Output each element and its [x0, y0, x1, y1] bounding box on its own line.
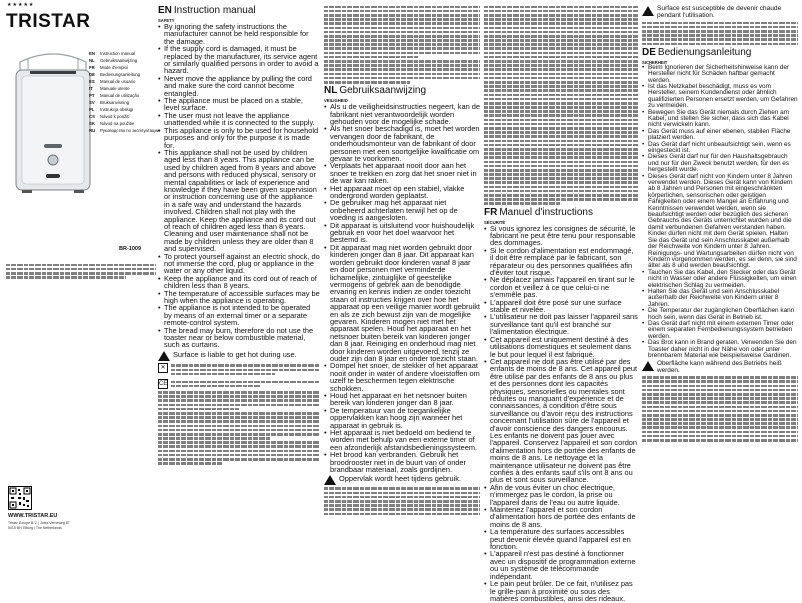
safety-item: • Si le cordon d'alimentation est endommagé, il doit être remplacé par le fabricant, son réparateur ou des personnes qualifiées afin d'éviter tout risque. [484, 247, 638, 277]
column-fr [484, 4, 638, 603]
language-index-item: RU Руководство по эксплуатации [89, 128, 160, 133]
product-illustration-area [6, 40, 160, 280]
safety-item: • Als het snoer beschadigd is, moet het worden vervangen door de fabrikant, de onderhoudsmonteur van de fabrikant of door personen met een soortgelijke kwalificatie om gevaar te voorkomen. [324, 125, 480, 162]
hot-note-row-fr [642, 6, 798, 20]
toaster-product-image [8, 40, 98, 240]
safety-item: • The appliance is not intended to be operated by means of an external timer or a separate remote-control system. [158, 304, 320, 326]
safety-item: • Ne déplacez jamais l'appareil en tirant sur le cordon et veillez à ce que celui-ci ne s'emmêle pas. [484, 276, 638, 298]
safety-item: • The appliance must be placed on a stable, level surface. [158, 97, 320, 112]
model-number: BR-1009 [119, 246, 142, 252]
safety-item: • Si vous ignorez les consignes de sécurité, le fabricant ne peut être tenu pour responsable des dommages. [484, 225, 638, 247]
safety-item: • Dit apparaat mag niet worden gebruikt door kinderen jonger dan 8 jaar. Dit apparaat kan worden gebruikt door kinderen vanaf 8 jaar en door personen met verminderde lichamelijke, zintuiglijke of geestelijke vermogens of gebrek aan de benodigde ervaring en kennis indien ze onder toezicht staan of instructies krijgen over hoe het apparaat op een veilige manier wordt gebruikt en als ze zich bewust zijn van de mogelijke gevaren. Kinderen mogen niet met het apparaat spelen. Houd het apparaat en het netsnoer buiten bereik van kinderen jonger dan 8 jaar. Reiniging en onderhoud mag niet door kinderen worden uitgevoerd, tenzij ze ouder zijn dan 8 jaar en onder toezicht staan. [324, 244, 480, 363]
safety-item: • De gebruiker mag het apparaat niet onbeheerd achterlaten terwijl het op de voeding is aangesloten. [324, 199, 480, 221]
safety-item: • Cet appareil est uniquement destiné à des utilisations domestiques et seulement dans le but pour lequel il est fabriqué. [484, 336, 638, 358]
language-index-item: EN Instruction manual [89, 51, 136, 56]
safety-item: • De temperatuur van de toegankelijke oppervlakken kan hoog zijn wanneer het apparaat in gebruik is. [324, 407, 480, 429]
website-url[interactable]: WWW.TRISTAR.EU [8, 513, 58, 519]
language-index-item: IT Manuale utente [89, 86, 130, 91]
safety-heading-de: SICHERHEIT [642, 59, 668, 65]
safety-item: • Dit apparaat is uitsluitend voor huishoudelijk gebruik en voor het doel waarvoor het bestemd is. [324, 222, 480, 244]
hot-surface-warning-icon [324, 475, 336, 485]
safety-heading-fr: SÉCURITÉ [484, 219, 506, 225]
language-index-item: FR Mode d'emploi [89, 65, 128, 70]
language-index-item: CS Návod k použití [89, 114, 130, 119]
safety-list-de [642, 65, 798, 360]
safety-item: • La température des surfaces accessibles peut devenir élevée quand l'appareil est en fonction. [484, 528, 638, 550]
hot-note-fr: Surface est susceptible de devenir chaude pendant l'utilisation. [657, 5, 782, 19]
safety-item: • Verplaats het apparaat nooit door aan het snoer te trekken en zorg dat het snoer niet in de war kan raken. [324, 162, 480, 184]
safety-item: • If the supply cord is damaged, it must be replaced by the manufacturer, its service agent or similarly qualified persons in order to avoid a hazard. [158, 45, 320, 75]
safety-item: • Bewegen Sie das Gerät niemals durch Ziehen am Kabel, und stellen Sie sicher, dass sich das Kabel nicht verwickeln kann. [642, 110, 798, 129]
language-index-item: PT Manual de utilização [89, 93, 140, 98]
safety-item: • Die Temperatur der zugänglichen Oberflächen kann hoch sein, wenn das Gerät in Betrieb ist. [642, 308, 798, 321]
safety-item: • Dompel het snoer, de stekker of het apparaat nooit onder in water of andere vloeistoffen om uzelf te beschermen tegen elektrische schokken. [324, 362, 480, 392]
safety-item: • L'appareil n'est pas destiné à fonctionner avec un dispositif de programmation externe ou un système de télécommande indépendant. [484, 550, 638, 580]
safety-item: • Halten Sie das Gerät und sein Anschlusskabel außerhalb der Reichweite von Kindern unter 8 Jahren. [642, 289, 798, 308]
safety-item: • Dieses Gerät darf nicht von Kindern unter 8 Jahren verwendet werden. Dieses Gerät kann von Kindern ab 8 Jahren und Personen mit eingeschränkten körperlichen, sensorischen oder geistigen Fähigkeiten oder einem Mangel an Erfahrung und Kenntnissen verwendet werden, wenn sie beaufsichtigt werden oder bezüglich des sicheren Gebrauchs des Geräts unterrichtet wurden und die damit verbundenen Gefahren verstanden haben. Kinder dürfen nicht mit dem Gerät spielen. Halten Sie das Gerät und sein Anschlusskabel außerhalb der Reichweite von Kindern unter 8 Jahren. Reinigungs- und Wartungsarbeiten dürfen nicht von Kindern vorgenommen werden, es sei denn, sie sind älter als 8 und werden beaufsichtigt. [642, 174, 798, 270]
safety-item: • L'utilisateur ne doit pas laisser l'appareil sans surveillance tant qu'il est branché sur l'alimentation électrique. [484, 313, 638, 335]
nl-fine-print [324, 487, 480, 515]
safety-item: • Cet appareil ne doit pas être utilisé par des enfants de moins de 8 ans. Cet appareil peut être utilisé par des enfants de 8 ans ou plus et des personnes dont les capacités physiques, sensorielles ou mentales sont réduites ou manquant d'expérience et de connaissances, à condition d'être sous surveillance ou d'avoir reçu des instructions concernant l'utilisation sûre de l'appareil et d'avoir conscience des dangers encourus. Les enfants ne doivent pas jouer avec l'appareil. Conservez l'appareil et son cordon d'alimentation hors de portée des enfants de moins de 8 ans. Le nettoyage et la maintenance utilisateur ne doivent pas être confiés à des enfants sauf s'ils ont 8 ans ou plus et sont sous surveillance. [484, 358, 638, 484]
safety-item: • To protect yourself against an electric shock, do not immerse the cord, plug or appliance in the water or any other liquid. [158, 253, 320, 275]
safety-item: • Le pain peut brûler. De ce fait, n'utilisez pas le grille-pain à proximité ou sous des matières combustibles, ainsi des rideaux. [484, 580, 638, 602]
safety-item: • Het apparaat is niet bedoeld om bediend te worden met behulp van een externe timer of een afzonderlijk afstandsbedieningssysteem. [324, 429, 480, 451]
safety-item: • This appliance shall not be used by children aged less than 8 years. This appliance can be used by children aged from 8 years and above and persons with reduced physical, sensory or mental capabilities or lack of experience and knowledge if they have been given supervision or instruction concerning use of the appliance in a safe way and understand the hazards involved. Children shall not play with the appliance. Keep the appliance and its cord out of reach of children aged less than 8 years. Cleaning and user maintenance shall not be made by children unless they are older than 8 and supervised. [158, 149, 320, 253]
column-nl [324, 4, 480, 571]
section-title-fr: FR Manuel d'instructions [484, 206, 593, 218]
hot-surface-warning-icon [642, 361, 654, 371]
nl-continued-fine-print [484, 6, 638, 205]
safety-item: • Ist das Netzkabel beschädigt, muss es vom Hersteller, seinem Kundendienst oder ähnlich qualifizierten Personen ersetzt werden, um Gefahren zu vermeiden. [642, 84, 798, 110]
fr-continued [642, 6, 798, 20]
de-fine-print [642, 376, 798, 441]
section-title-nl: NL Gebruiksaanwijzing [324, 85, 427, 97]
safety-item: • The user must not leave the appliance unattended while it is connected to the supply. [158, 112, 320, 127]
language-index-item: DE Bedienungsanleitung [89, 72, 141, 77]
safety-item: • Das Gerät muss auf einer ebenen, stabilen Fläche platziert werden. [642, 129, 798, 142]
language-index-item: NL Gebruiksaanwijzing [89, 58, 138, 63]
ce-mark-icon: CE [159, 381, 168, 388]
en-continued-fine-print [324, 6, 480, 84]
language-index-item: ES Manual de usuario [89, 79, 136, 84]
safety-item: • Afin de vous éviter un choc électrique, n'immergez pas le cordon, la prise ou l'appareil dans de l'eau ou autre liquide. [484, 484, 638, 506]
safety-item: • This appliance is only to be used for household purposes and only for the purpose it is made for. [158, 127, 320, 149]
company-address: Tristar Europe B.V. | Jules Verneweg 87 5015 BH Tilburg | The Netherlands [8, 521, 70, 530]
safety-list-fr [484, 225, 638, 603]
en-fine-print [158, 363, 320, 465]
fr-fine-print [642, 22, 798, 46]
safety-item: • Maintenez l'appareil et son cordon d'alimentation hors de portée des enfants de moins de 8 ans. [484, 506, 638, 528]
crossed-bin-icon: ✕ [158, 363, 168, 373]
brand-logo [6, 2, 156, 38]
safety-item: • Dieses Gerät darf nur für den Haushaltsgebrauch und nur für den Zweck benutzt werden, für den es hergestellt wurde. [642, 154, 798, 173]
hot-note-row-en [158, 351, 320, 361]
safety-item: • By ignoring the safety instructions the manufacturer cannot be held responsible for the damage. [158, 23, 320, 45]
hot-note-en: Surface is liable to get hot during use. [173, 349, 297, 359]
hot-surface-warning-icon [642, 6, 654, 16]
column-en [158, 4, 320, 571]
safety-item: • The bread may burn, therefore do not use the toaster near or below combustible material, such as curtains. [158, 327, 320, 349]
safety-item: • Keep the appliance and its cord out of reach of children less than 8 years. [158, 275, 320, 290]
safety-item: • Beim Ignorieren der Sicherheitshinweise kann der Hersteller nicht für Schäden haftbar gemacht werden. [642, 65, 798, 84]
cover-column [6, 2, 160, 569]
safety-item: • Das Gerät darf nicht unbeaufsichtigt sein, wenn es eingesteckt ist. [642, 142, 798, 155]
safety-item: • Het apparaat moet op een stabiel, vlakke ondergrond worden geplaatst. [324, 185, 480, 200]
hot-note-de: Oberfläche kann während des Betriebs heiß werden. [657, 360, 782, 374]
hot-note-row-nl [324, 475, 480, 485]
safety-item: • Als u de veiligheidsinstructies negeert, kan de fabrikant niet verantwoordelijk worden gehouden voor de mogelijke schade. [324, 103, 480, 125]
safety-list-nl [324, 103, 480, 473]
cover-legal-notice [6, 262, 156, 280]
qr-code-icon [8, 486, 32, 510]
safety-heading-nl: VEILIGHEID [324, 98, 348, 104]
safety-item: • Das Brot kann in Brand geraten. Verwenden Sie den Toaster daher nicht in der Nähe von oder unter brennbarem Material wie beispielsweise Gardinen. [642, 340, 798, 359]
logo-stars-icon: ★★★★★ [7, 2, 35, 8]
safety-item: • Het brood kan verbranden. Gebruik het broodrooster niet in de buurt van of onder brandbaar materiaal, zoals gordijnen. [324, 451, 480, 473]
safety-item: • Tauchen Sie das Kabel, den Stecker oder das Gerät nicht in Wasser oder andere Flüssigkeiten, um einen elektrischen Schlag zu vermeiden. [642, 270, 798, 289]
hot-note-nl: Oppervlak wordt heet tijdens gebruik. [339, 474, 462, 484]
safety-item: • L'appareil doit être posé sur une surface stable et nivelée. [484, 299, 638, 314]
brand-name: TRISTAR [6, 11, 91, 32]
column-de [642, 4, 798, 571]
language-index [89, 50, 159, 134]
safety-heading-en: SAFETY [158, 18, 175, 23]
safety-item: • Never move the appliance by pulling the cord and make sure the cord cannot become entangled. [158, 75, 320, 97]
safety-item: • The temperature of accessible surfaces may be high when the appliance is operating. [158, 290, 320, 305]
section-title-en: EN Instruction manual [158, 5, 256, 16]
language-index-item: SK Návod na použitie [89, 121, 135, 126]
hot-note-row-de [642, 361, 798, 374]
language-index-item: SV Bruksanvisning [89, 100, 130, 105]
section-title-de: DE Bedienungsanleitung [642, 46, 752, 58]
safety-item: • Das Gerät darf nicht mit einem externen Timer oder einem separaten Fernbedienungssystem betrieben werden. [642, 321, 798, 340]
safety-list-en [158, 23, 320, 349]
language-index-item: PL Instrukcja obsługi [89, 107, 134, 112]
safety-item: • Houd het apparaat en het netsnoer buiten bereik van kinderen jonger dan 8 jaar. [324, 392, 480, 407]
hot-surface-warning-icon [158, 351, 170, 361]
